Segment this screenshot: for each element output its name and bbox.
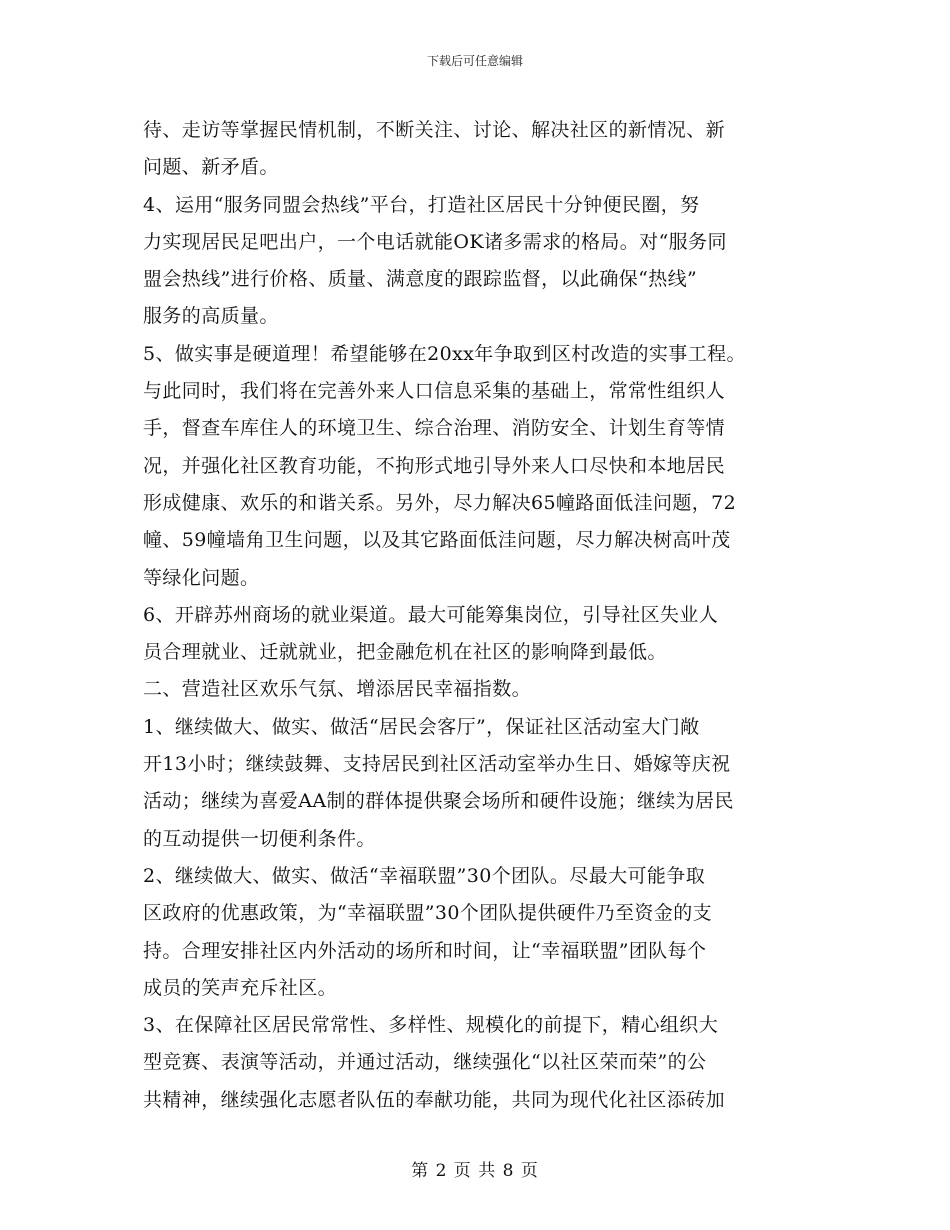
text-line: 与此同时，我们将在完善外来人口信息采集的基础上，常常性组织人 (143, 380, 726, 403)
text-line: 待、走访等掌握民情机制，不断关注、讨论、解决社区的新情况、新 (143, 119, 726, 141)
text-line: 手，督查车库住人的环境卫生、综合治理、消防安全、计划生育等情 (143, 417, 726, 440)
text-line: 型竞赛、表演等活动，并通过活动，继续强化“以社区荣而荣”的公 (143, 1051, 707, 1074)
text-line: 持。合理安排社区内外活动的场所和时间，让“幸福联盟”团队每个 (143, 939, 707, 962)
section-heading: 二、营造社区欢乐气氛、增添居民幸福指数。 (143, 678, 532, 701)
text-line: 5、做实事是硬道理！希望能够在20xx年争取到区村改造的实事工程。 (143, 342, 746, 365)
text-line: 幢、59幢墙角卫生问题，以及其它路面低洼问题，尽力解决树高叶茂 (143, 529, 731, 552)
text-line: 4、运用“服务同盟会热线”平台，打造社区居民十分钟便民圈，努 (143, 193, 700, 216)
text-line: 的互动提供一切便利条件。 (143, 827, 376, 850)
text-line: 区政府的优惠政策，为“幸福联盟”30个团队提供硬件乃至资金的支 (143, 902, 713, 925)
text-line: 3、在保障社区居民常常性、多样性、规模化的前提下，精心组织大 (143, 1014, 719, 1037)
text-line: 盟会热线”进行价格、质量、满意度的跟踪监督，以此确保“热线” (143, 268, 698, 291)
page-header: 下载后可任意编辑 (426, 54, 523, 68)
text-line: 力实现居民足吧出户，一个电话就能OK诸多需求的格局。对“服务同 (143, 230, 727, 253)
text-line: 等绿化问题。 (143, 566, 260, 589)
text-line: 员合理就业、迁就就业，把金融危机在社区的影响降到最低。 (143, 641, 667, 664)
text-line: 6、开辟苏州商场的就业渠道。最大可能筹集岗位，引导社区失业人 (143, 603, 719, 626)
text-line: 成员的笑声充斥社区。 (143, 976, 338, 999)
text-line: 1、继续做大、做实、做活“居民会客厅”，保证社区活动室大门敞 (143, 715, 700, 738)
text-line: 2、继续做大、做实、做活“幸福联盟”30个团队。尽最大可能争取 (143, 864, 706, 887)
text-line: 形成健康、欢乐的和谐关系。另外，尽力解决65幢路面低洼问题，72 (143, 491, 737, 514)
document-body (143, 112, 823, 1119)
page-number: 第 2 页 共 8 页 (411, 1161, 539, 1181)
text-line: 问题、新矛盾。 (143, 156, 279, 179)
text-line: 服务的高质量。 (143, 305, 279, 328)
text-line: 况，并强化社区教育功能，不拘形式地引导外来人口尽快和本地居民 (143, 454, 726, 477)
text-line: 开13小时；继续鼓舞、支持居民到社区活动室举办生日、婚嫁等庆祝 (143, 753, 731, 776)
text-line: 共精神，继续强化志愿者队伍的奉献功能，共同为现代化社区添砖加 (143, 1088, 726, 1111)
text-line: 活动；继续为喜爱AA制的群体提供聚会场所和硬件设施；继续为居民 (143, 790, 734, 813)
